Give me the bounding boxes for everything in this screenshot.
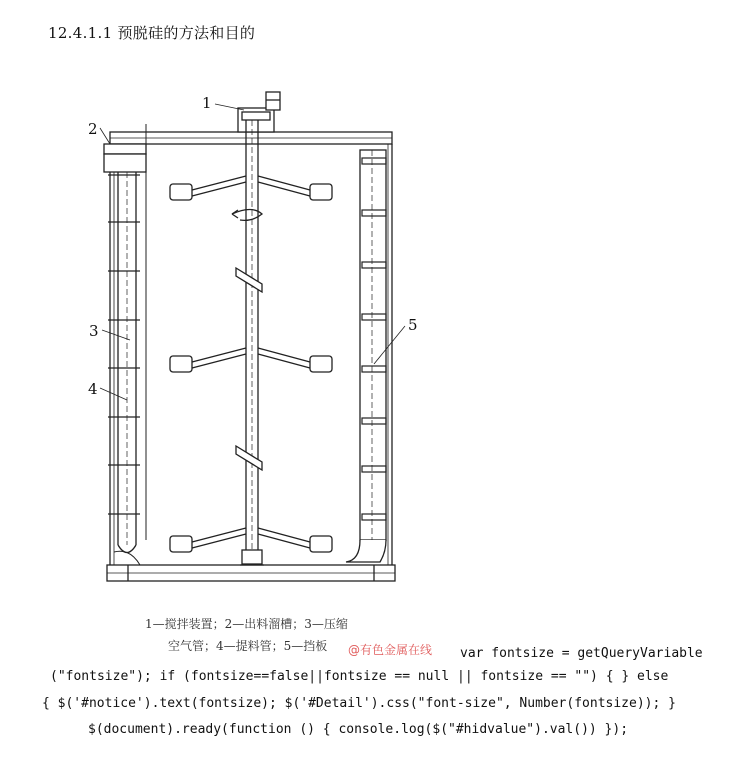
code-line: { $('#notice').text(fontsize); $('#Detail').css("font-size", Number(fontsize)); } bbox=[42, 696, 676, 711]
upper-paddles bbox=[170, 176, 332, 200]
label-1: 1 bbox=[202, 94, 212, 112]
label-4: 4 bbox=[88, 380, 98, 398]
figure-caption-line1: 1—搅拌装置；2—出料溜槽；3—压缩 bbox=[145, 617, 348, 631]
label-2: 2 bbox=[88, 120, 98, 138]
section-heading: 12.4.1.1 预脱硅的方法和目的 bbox=[48, 24, 256, 42]
watermark: @有色金属在线 bbox=[348, 643, 433, 657]
figure-caption-line2: 空气管；4—提料管；5—挡板 bbox=[168, 639, 328, 653]
code-line: $(document).ready(function () { console.log($("#hidvalue").val()) }); bbox=[88, 722, 629, 737]
middle-paddles bbox=[170, 348, 332, 372]
label-3: 3 bbox=[89, 322, 99, 340]
baffle bbox=[360, 150, 386, 540]
code-line: var fontsize = getQueryVariable bbox=[460, 646, 703, 661]
label-5: 5 bbox=[408, 316, 418, 334]
lower-paddles bbox=[170, 528, 332, 552]
code-line: ("fontsize"); if (fontsize==false||fontsize == null || fontsize == "") { } else bbox=[50, 669, 669, 684]
outlet-chute bbox=[104, 144, 146, 154]
